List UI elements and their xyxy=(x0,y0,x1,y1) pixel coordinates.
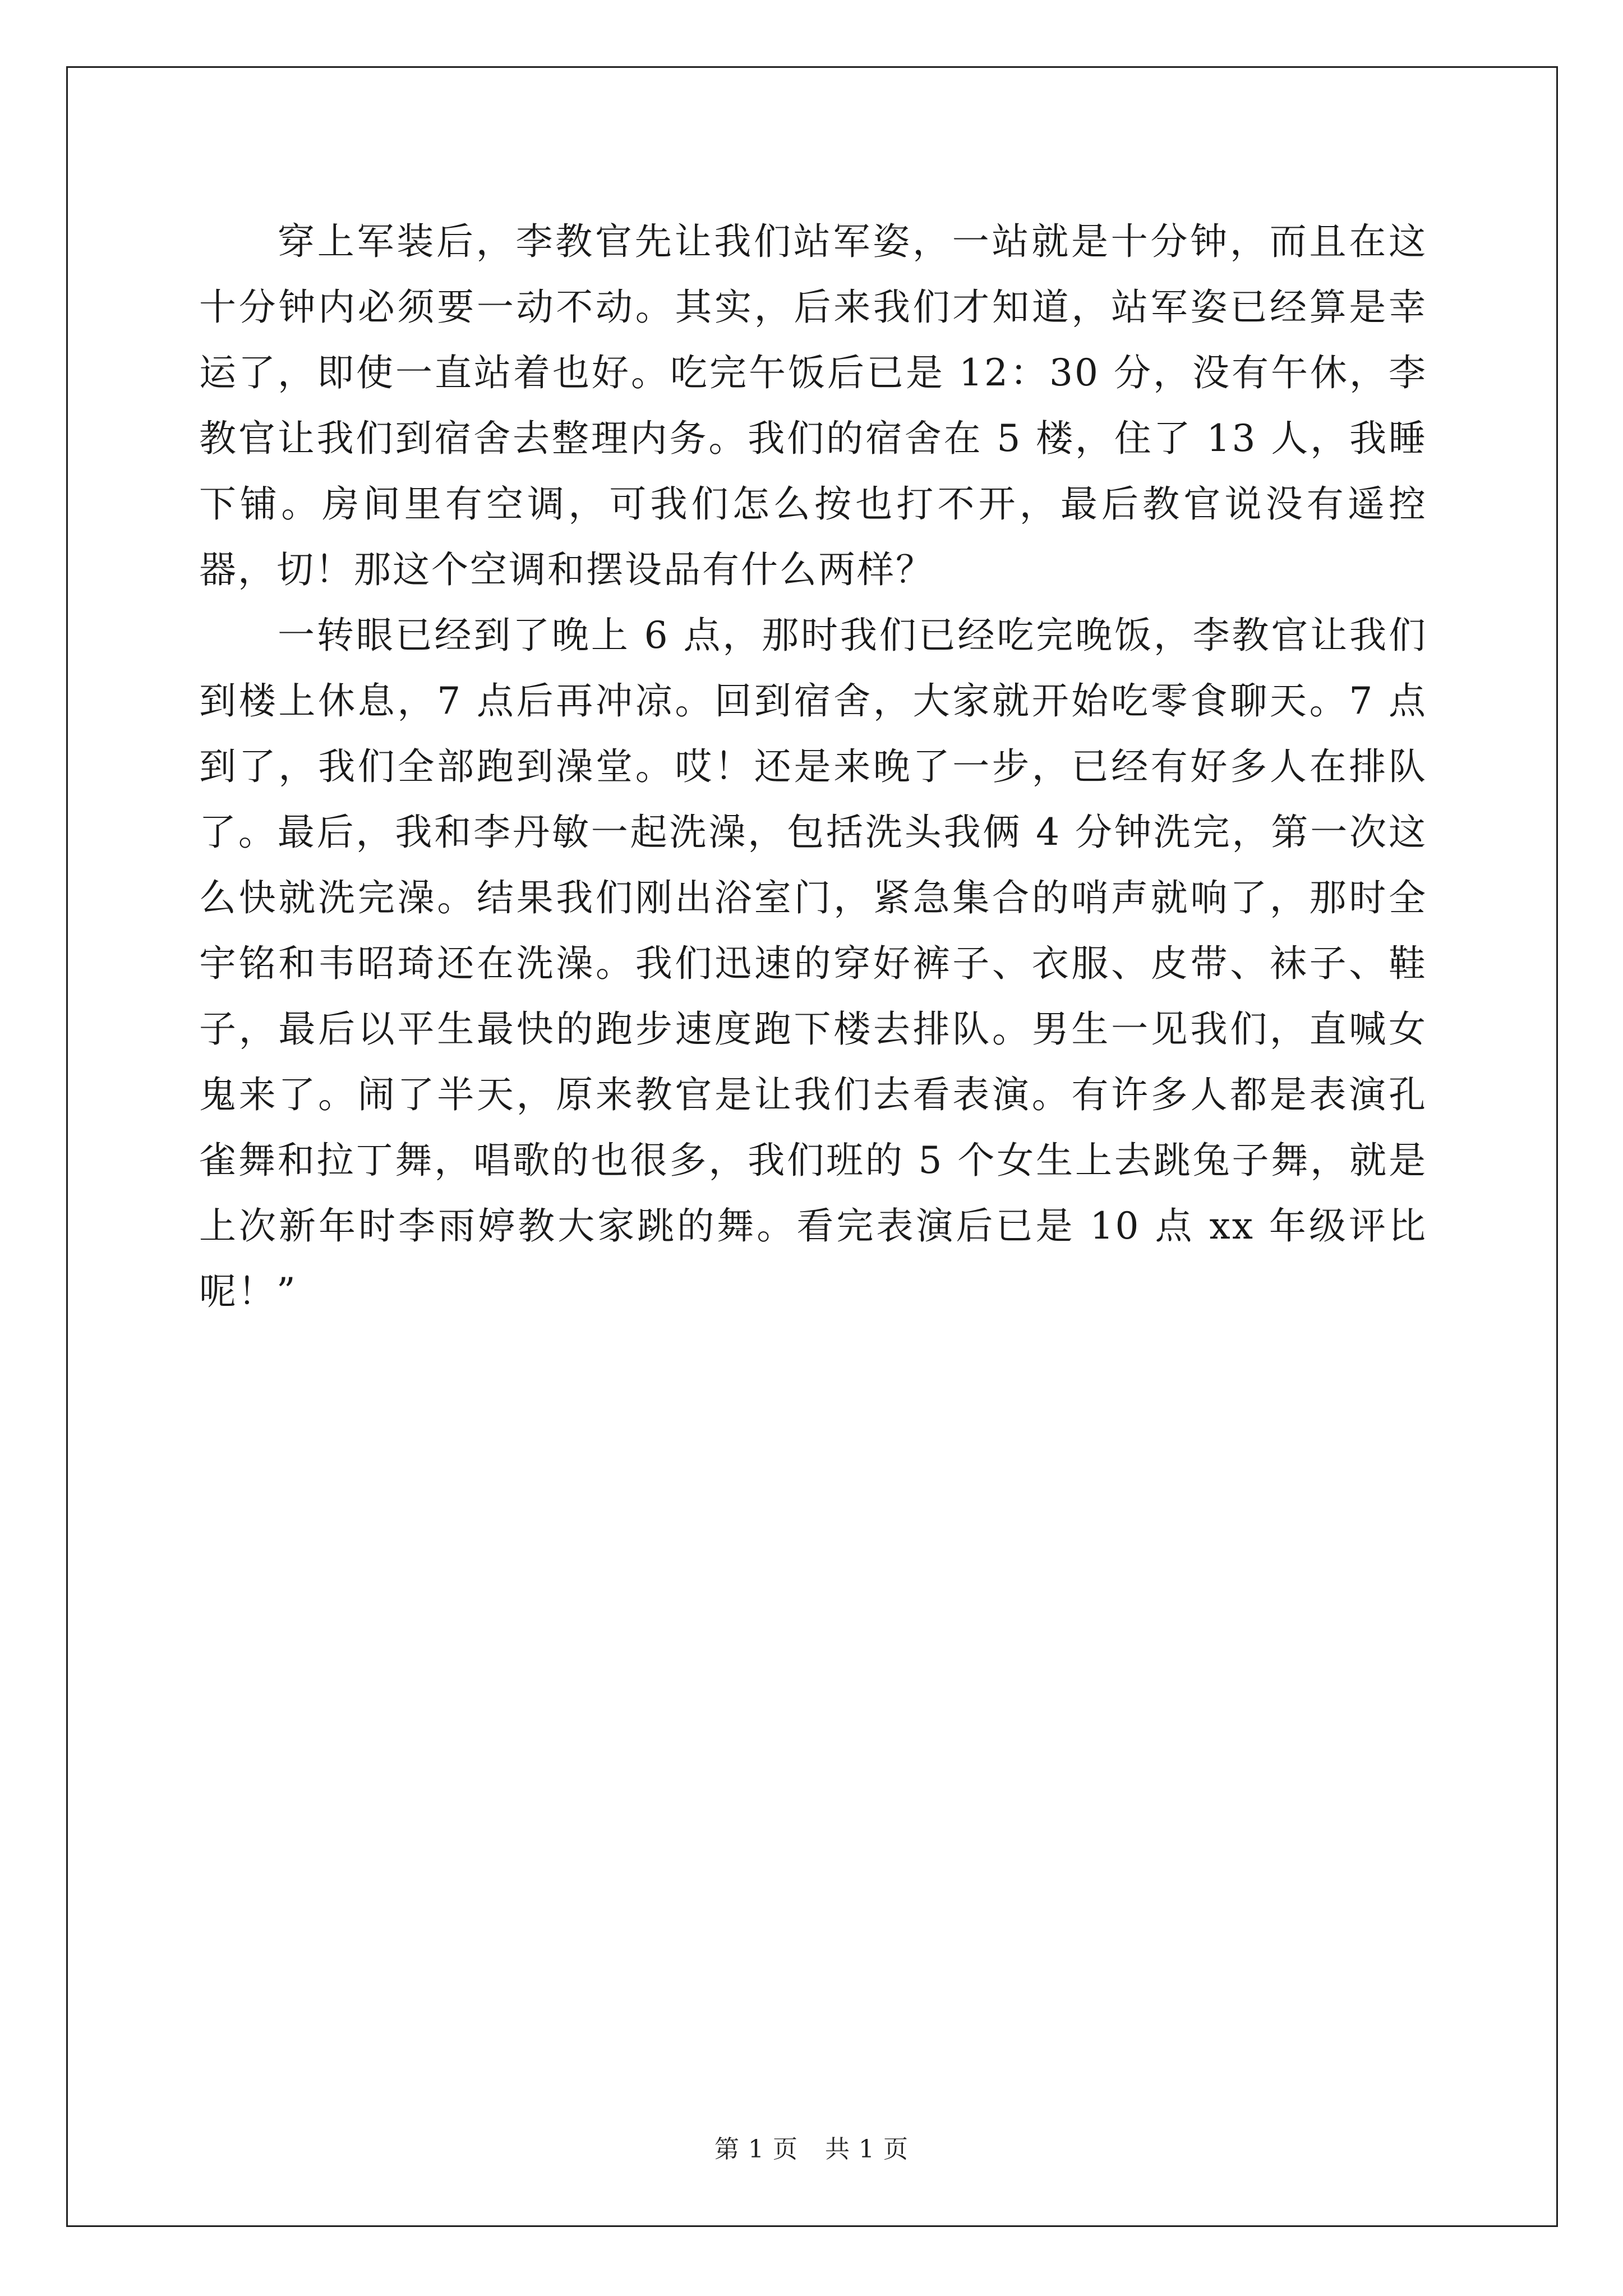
paragraph: 一转眼已经到了晚上 6 点，那时我们已经吃完晚饭，李教官让我们到楼上休息，7 点后再冲凉。回到宿舍，大家就开始吃零食聊天。7 点到了，我们全部跑到澡堂。哎！还是来晚了一步，已经有好多人在排队了。最后，我和李丹敏一起洗澡，包括洗头我俩 4 分钟洗完，第一次这么快就洗完澡。结果我们刚出浴室门，紧急集合的哨声就响了，那时全宇铭和韦昭琦还在洗澡。我们迅速的穿好裤子、衣服、皮带、袜子、鞋子，最后以平生最快的跑步速度跑下楼去排队。男生一见我们，直喊女鬼来了。闹了半天，原来教官是让我们去看表演。有许多人都是表演孔雀舞和拉丁舞，唱歌的也很多，我们班的 5 个女生上去跳兔子舞，就是上次新年时李雨婷教大家跳的舞。看完表演后已是 10 点 xx 年级评比呢！” xyxy=(199,614,1427,1313)
page-footer xyxy=(0,2133,1623,2166)
paragraph: 穿上军装后，李教官先让我们站军姿，一站就是十分钟，而且在这十分钟内必须要一动不动。其实，后来我们才知道，站军姿已经算是幸运了，即使一直站着也好。吃完午饭后已是 12：30 分，没有午休，李教官让我们到宿舍去整理内务。我们的宿舍在 5 楼，住了 13 人，我睡下铺。房间里有空调，可我们怎么按也打不开，最后教官说没有遥控器，切！那这个空调和摆设品有什么两样？ xyxy=(199,220,1427,591)
page-total: 共 1 页 xyxy=(825,2135,909,2164)
page-number: 第 1 页 xyxy=(714,2135,798,2164)
document-body xyxy=(199,209,1427,1324)
